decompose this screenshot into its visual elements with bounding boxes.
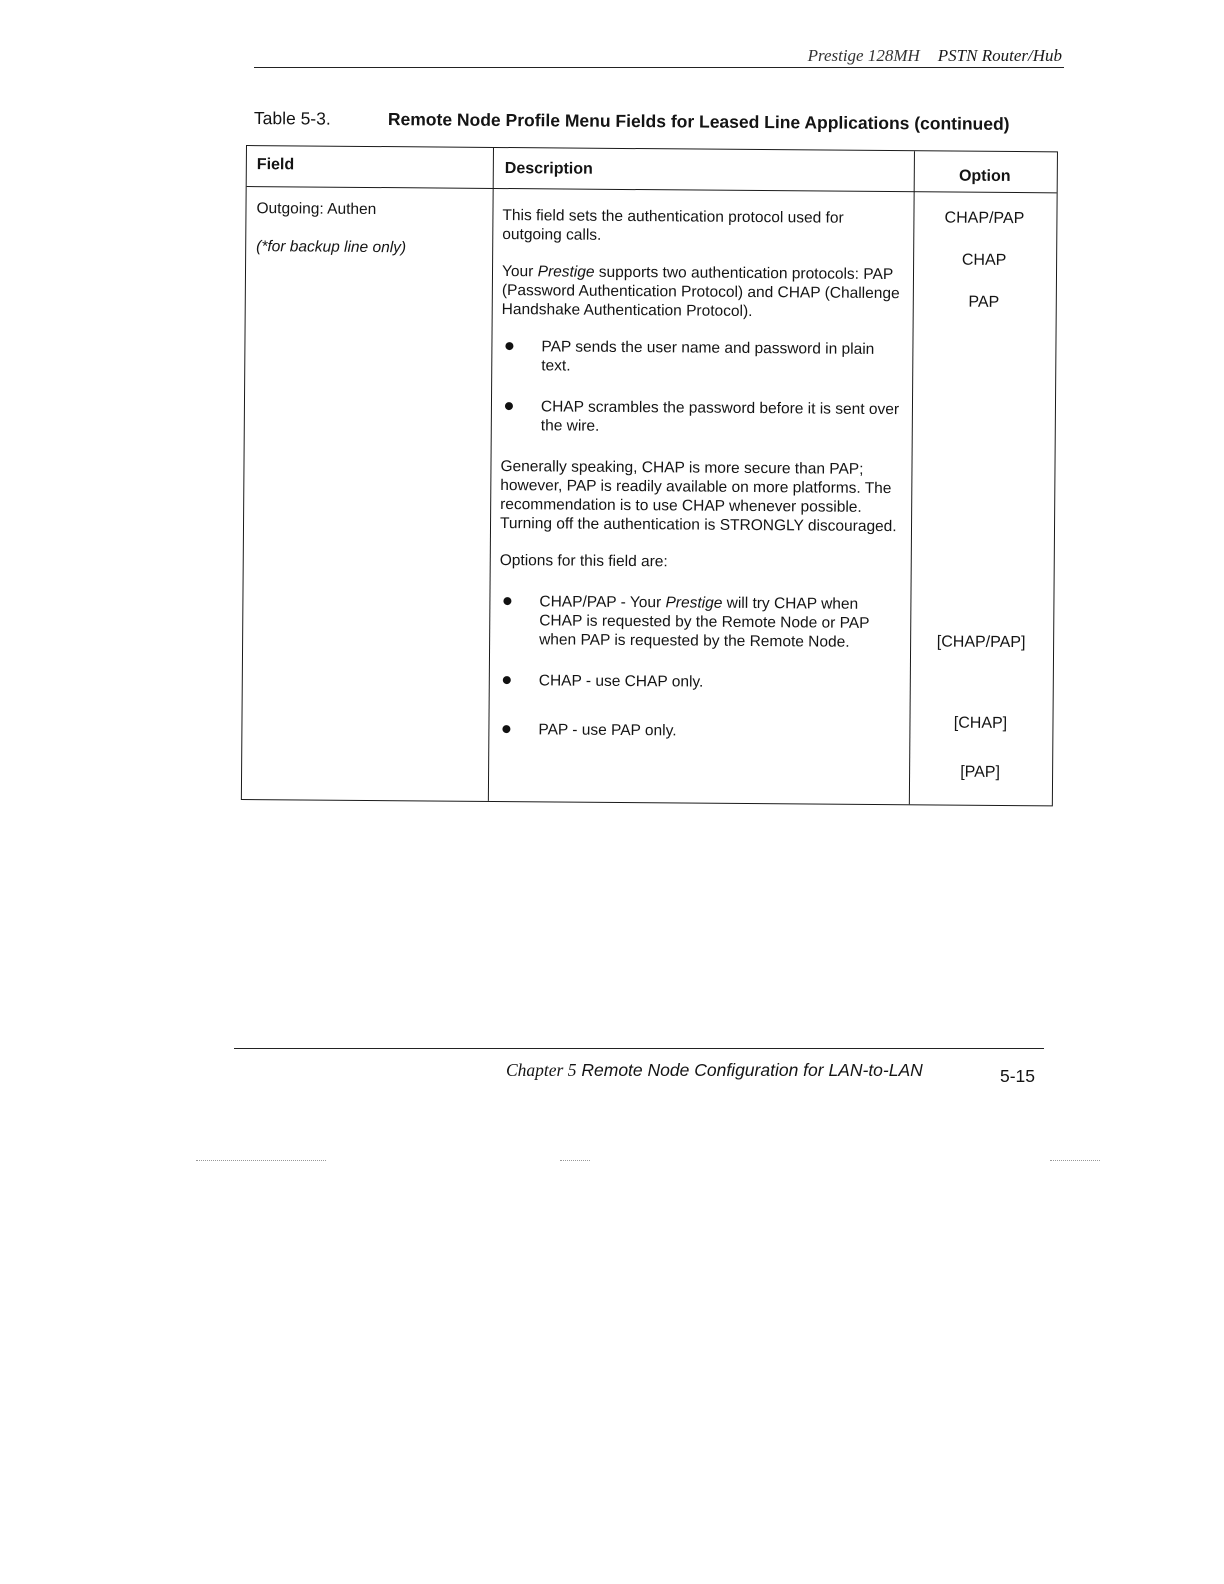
remote-node-profile-table (241, 145, 1058, 806)
scan-artifact (1050, 1160, 1100, 1163)
bullet-dot-icon (505, 402, 513, 410)
header-subtitle: PSTN Router/Hub (937, 46, 1062, 65)
option-value: CHAP/PAP (944, 209, 1025, 228)
desc-support-prefix: Your (501, 263, 538, 281)
bullet-dot-icon (503, 597, 511, 605)
bullet-pap (501, 337, 901, 378)
desc-options-intro: Options for this field are: (499, 552, 668, 571)
header-row-rule (247, 186, 1057, 193)
desc-intro: This field sets the authentication protocol used for outgoing calls. (502, 207, 844, 244)
scan-artifact (560, 1160, 590, 1163)
table-title: Remote Node Profile Menu Fields for Leased Line Applications (continued) (387, 109, 1010, 134)
option-value-default: [PAP] (960, 763, 1001, 781)
column-header-description: Description (504, 160, 593, 178)
bullet-pap-text: PAP sends the user name and password in plain text. (541, 338, 875, 375)
field-name: Outgoing: Authen (256, 200, 377, 219)
bullet-dot-icon (502, 725, 510, 733)
option-bullet-chap (499, 671, 899, 693)
option-value-default: [CHAP] (953, 714, 1008, 732)
opt-chappap-prefix: CHAP/PAP - Your (539, 593, 666, 612)
column-header-field: Field (256, 156, 295, 174)
description-cell (498, 206, 902, 764)
desc-support-product: Prestige (537, 263, 595, 281)
option-value: CHAP (961, 251, 1007, 269)
option-value: PAP (968, 293, 1000, 311)
header-rule (254, 67, 1064, 68)
opt-pap-text: PAP - use PAP only. (538, 721, 677, 740)
opt-chap-text: CHAP - use CHAP only. (538, 672, 704, 691)
bullet-chap (501, 397, 901, 438)
bullet-chap-text: CHAP scrambles the password before it is sent over the wire. (540, 398, 900, 435)
running-header (808, 46, 1062, 66)
bullet-dot-icon (503, 676, 511, 684)
option-bullet-pap (498, 720, 898, 742)
opt-chappap-product: Prestige (665, 594, 723, 612)
column-divider (909, 151, 915, 804)
table-frame (241, 145, 1058, 806)
footer-chapter-title: Remote Node Configuration for LAN-to-LAN (581, 1060, 923, 1080)
page-number: 5-15 (1000, 1066, 1036, 1086)
option-bullet-chap-pap (499, 592, 899, 652)
desc-general: Generally speaking, CHAP is more secure than PAP; however, PAP is readily available on more platforms. The recommendation is to use CHAP whenever possible. Turning off the authentication is STRONGLY discouraged. (499, 458, 897, 536)
desc-support (502, 262, 902, 322)
table-caption (254, 108, 1010, 135)
column-divider (488, 148, 494, 801)
scan-artifact (196, 1160, 326, 1163)
footer-chapter (506, 1060, 923, 1081)
option-value-default: [CHAP/PAP] (936, 633, 1026, 652)
field-cell (256, 200, 482, 258)
footer-rule (234, 1048, 1044, 1049)
header-product: Prestige 128MH (807, 46, 920, 65)
opt-chappap-suffix: will try CHAP when CHAP is requested by the Remote Node or PAP when PAP is requested by the Remote Node. (539, 594, 870, 651)
field-note: (*for backup line only) (256, 238, 407, 257)
column-header-option: Option (958, 167, 1011, 186)
table-number: Table 5-3. (253, 108, 331, 129)
footer-chapter-word: Chapter 5 (506, 1060, 577, 1080)
bullet-dot-icon (505, 342, 513, 350)
desc-support-suffix: supports two authentication protocols: PAP (Password Authentication Protocol) and CHAP (Challenge Handshake Authentication Protocol). (501, 263, 900, 320)
